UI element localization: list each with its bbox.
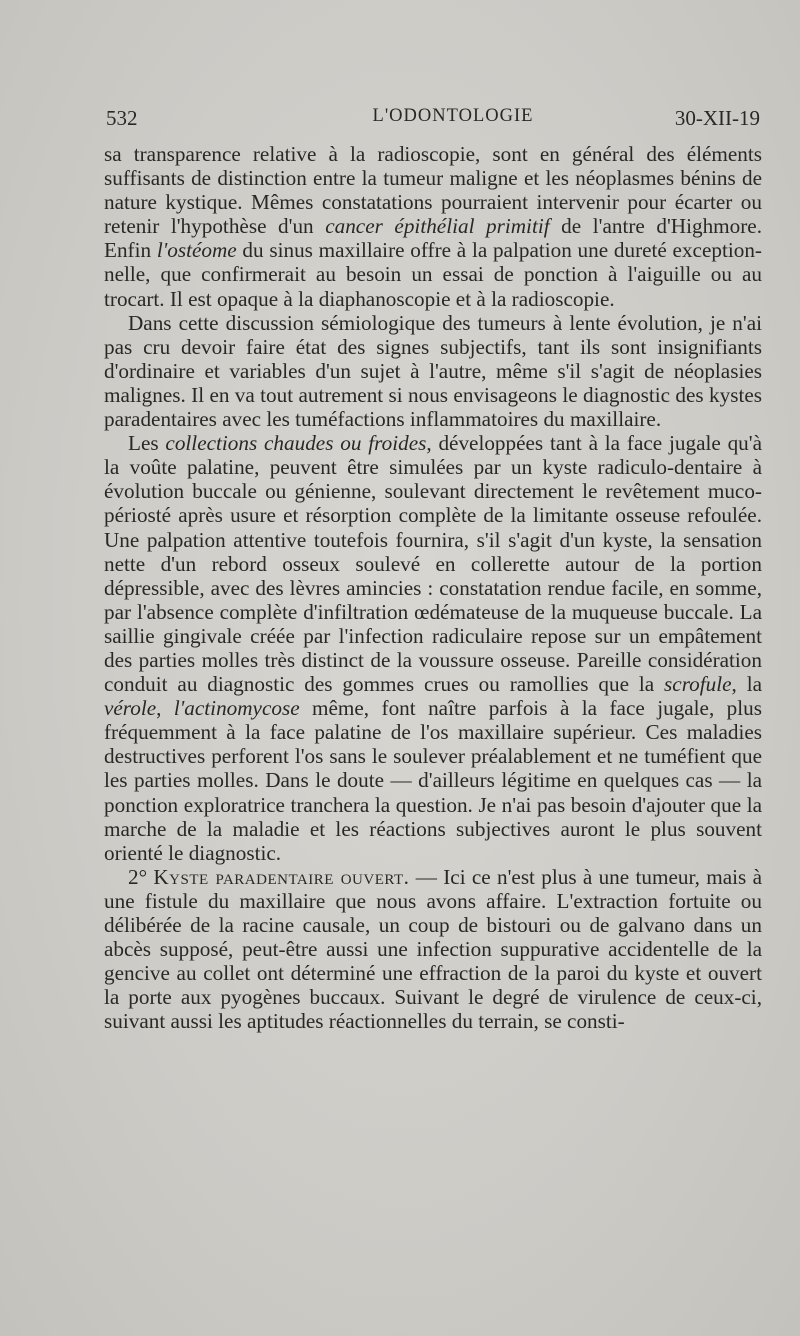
text-run: — Ici ce n'est plus à une tumeur, mais à une fistule du maxillaire que nous avons affaire. L'extraction fortuite ou délibérée de la racine causale, un coup de bistouri ou de galvano dans un abcès supposé, peut-être aussi une infection suppurative accidentelle de la gencive au collet ont déterminé une effraction de la paroi du kyste et ouvert la porte aux pyogènes buccaux. Suivant le degré de virulence de ceux-ci, suivant aussi les aptitudes réactionnelles du terrain, se consti- <box>104 864 762 1034</box>
text-run: Dans cette discussion sémiologique des tumeurs à lente évolution, je n'ai pas cru devoir faire état des signes subjectifs, tant ils sont insignifiants d'ordinaire et variables d'un sujet à l'autre, même s'il s'agit de néoplasies malignes. Il en va tout autrement si nous envisageons le diagnostic des kystes paradentaires avec les tuméfactions inflammatoires du maxillaire. <box>104 310 762 432</box>
paragraph <box>104 142 762 311</box>
text-run: , développées tant à la face jugale qu'à la voûte palatine, peuvent être simulées par un kyste radiculo-dentaire à évolution buccale ou génienne, soulevant directement le revêtement muco-périosté après usure et résorption complète de la limitante osseuse refoulée. Une palpation attentive toutefois fournira, s'il s'agit d'un kyste, la sensation nette d'un rebord osseux soulevé en collerette autour de la portion dépressible, avec des lèvres amincies : constatation rendue facile, en somme, par l'absence complète d'infiltration œdémateuse de la muqueuse buccale. La saillie gingivale créée par l'infection radiculaire repose sur un empâtement des parties molles très distinct de la voussure osseuse. Pareille considération conduit au diagnostic des gommes crues ou ramollies que la <box>104 431 762 697</box>
italic-term: cancer épithélial primitif <box>325 214 550 239</box>
text-run: 2° <box>128 864 154 889</box>
italic-term: vérole <box>104 696 157 721</box>
body-text <box>104 142 762 1033</box>
text-run: , <box>156 696 174 721</box>
paragraph <box>104 431 762 865</box>
text-run: du sinus maxillaire offre à la palpation une dureté exceptionnelle, que confirmerait au besoin un essai de ponction à l'aiguille ou au trocart. Il est opaque à la diaphanoscopie et à la radioscopie. <box>104 238 762 311</box>
italic-term: collections chaudes ou froides <box>165 431 427 456</box>
italic-term: scrofule <box>664 672 732 697</box>
paragraph <box>104 311 762 431</box>
text-run: , la <box>731 672 762 697</box>
paragraph <box>104 865 762 1034</box>
book-page <box>104 100 762 1033</box>
issue-date: 30-XII-19 <box>674 106 760 130</box>
journal-title: L'ODONTOLOGIE <box>372 106 534 126</box>
text-run: de l'antre d'Highmore. Enfin <box>104 214 762 263</box>
running-header <box>104 100 762 134</box>
italic-term: l'actinomycose <box>173 696 300 721</box>
page-number: 532 <box>106 106 138 130</box>
text-run: même, font naître parfois à la face jugale, plus fréquemment à la face palatine de l'os maxillaire supérieur. Ces maladies destructives perforent l'os sans le soulever préalablement et ne tuméfient que les parties molles. Dans le doute — d'ailleurs légitime en quelques cas — la ponction exploratrice tranchera la question. Je n'ai pas besoin d'ajouter que la marche de la maladie et les réactions subjectives auront le plus souvent orienté le diagnostic. <box>104 696 762 865</box>
italic-term: l'ostéome <box>156 238 237 263</box>
section-heading: Kyste paradentaire ouvert. <box>153 864 410 889</box>
text-run: Les <box>128 431 166 456</box>
text-run: sa transparence relative à la radioscopie, sont en général des éléments suffisants de distinction entre la tumeur maligne et les néoplasmes bénins de nature kystique. Mêmes constatations pourraient intervenir pour écarter ou retenir l'hypothèse d'un <box>104 142 762 239</box>
